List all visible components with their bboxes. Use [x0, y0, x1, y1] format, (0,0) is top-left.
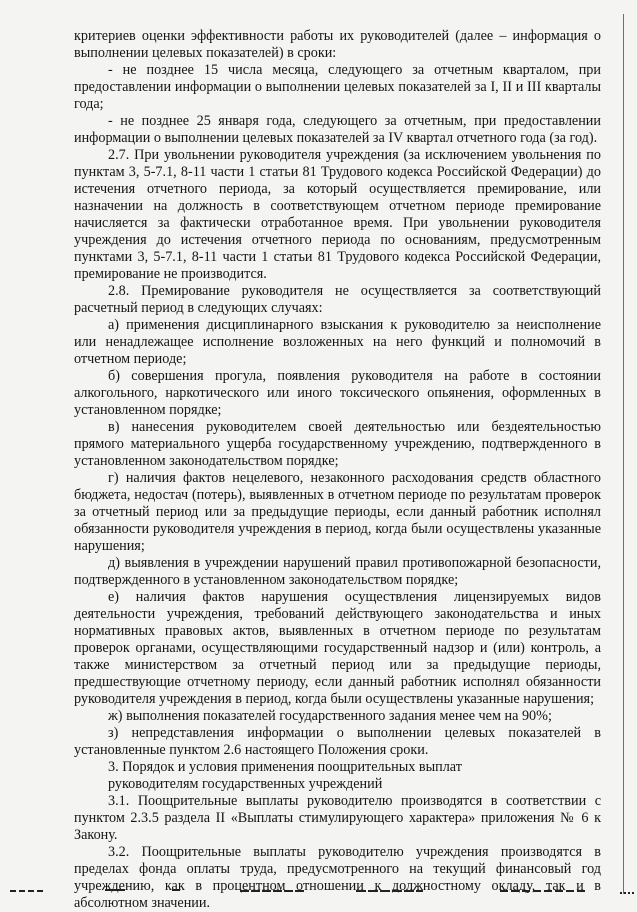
paragraph-case-d: д) выявления в учреждении нарушений правил противопожарной безопасности, подтвержденного в установленном законодательством порядке; [74, 555, 601, 588]
section-3-heading-line1: 3. Порядок и условия применения поощрительных выплат [108, 759, 462, 775]
paragraph-case-g: г) наличия фактов нецелевого, незаконного расходования средств областного бюджета, недостач (потерь), выявленных в отчетном периоде по результатам проверок за отчетный период или за предыдущие периоды, если данный работник исполнял обязанности руководителя учреждения в период, когда были осуществлены указанные нарушения; [74, 470, 601, 554]
paragraph-criteria-intro: критериев оценки эффективности работы их руководителей (далее – информация о выполнении целевых показателей) в сроки: [74, 28, 601, 61]
scan-artifact-line [623, 14, 624, 894]
paragraph-case-a: а) применения дисциплинарного взыскания к руководителю за неисполнение или ненадлежащее исполнение возложенных на него функций и полномочий в отчетном периоде; [74, 317, 601, 367]
paragraph-case-b: б) совершения прогула, появления руководителя на работе в состоянии алкогольного, наркотического или иного токсического опьянения, оформленных в установленном порядке; [74, 368, 601, 418]
document-body [74, 28, 601, 912]
paragraph-case-v: в) нанесения руководителем своей деятельностью или бездеятельностью прямого материального ущерба государственному учреждению, подтвержденного в установленном законодательством порядке; [74, 419, 601, 469]
paragraph-3-1: 3.1. Поощрительные выплаты руководителю производятся в соответствии с пунктом 2.3.5 раздела II «Выплаты стимулирующего характера» приложения № 6 к Закону. [74, 793, 601, 843]
paragraph-deadline-quarterly: - не позднее 15 числа месяца, следующего за отчетным кварталом, при предоставлении информации о выполнении целевых показателей за I, II и III кварталы года; [74, 62, 601, 112]
paragraph-3-2: 3.2. Поощрительные выплаты руководителю учреждения производятся в пределах фонда оплаты труда, предусмотренного на текущий финансовый год учреждению, как в процентном отношении к должностному окладу, так и в абсолютном значении. [74, 844, 601, 911]
paragraph-deadline-annual: - не позднее 25 января года, следующего за отчетным, при предоставлении информации о выполнении целевых показателей за IV квартал отчетного года (за год). [74, 113, 601, 146]
paragraph-case-e: е) наличия фактов нарушения осуществления лицензируемых видов деятельности учреждения, требований действующего законодательства и иных нормативных правовых актов, выявленных в отчетном периоде по результатам проверок органами, осуществляющими государственный надзор и (или) контроль, а также министерством за отчетный период или за предыдущие периоды, предшествующие отчетному периоду, если данный работник исполнял обязанности руководителя учреждения в период, когда были осуществлены указанные нарушения; [74, 589, 601, 707]
paragraph-case-z: з) непредставления информации о выполнении целевых показателей в установленные пунктом 2.6 настоящего Положения сроки. [74, 725, 601, 758]
scan-bottom-artifacts [0, 878, 637, 905]
paragraph-2-8: 2.8. Премирование руководителя не осуществляется за соответствующий расчетный период в следующих случаях: [74, 283, 601, 316]
paragraph-2-7: 2.7. При увольнении руководителя учреждения (за исключением увольнения по пунктам 3, 5-7.1, 8-11 части 1 статьи 81 Трудового кодекса Российской Федерации) до истечения отчетного периода, за который осуществляется премирование, или назначении на должность в соответствующем отчетном периоде премирование начисляется за фактически отработанное время. При увольнении руководителя учреждения до истечения отчетного периода по основаниям, предусмотренным пунктами 3, 5-7.1, 8-11 части 1 статьи 81 Трудового кодекса Российской Федерации, премирование не производится. [74, 147, 601, 282]
section-3-heading-line2: руководителям государственных учреждений [108, 776, 383, 792]
paragraph-case-zh: ж) выполнения показателей государственного задания менее чем на 90%; [108, 708, 552, 724]
